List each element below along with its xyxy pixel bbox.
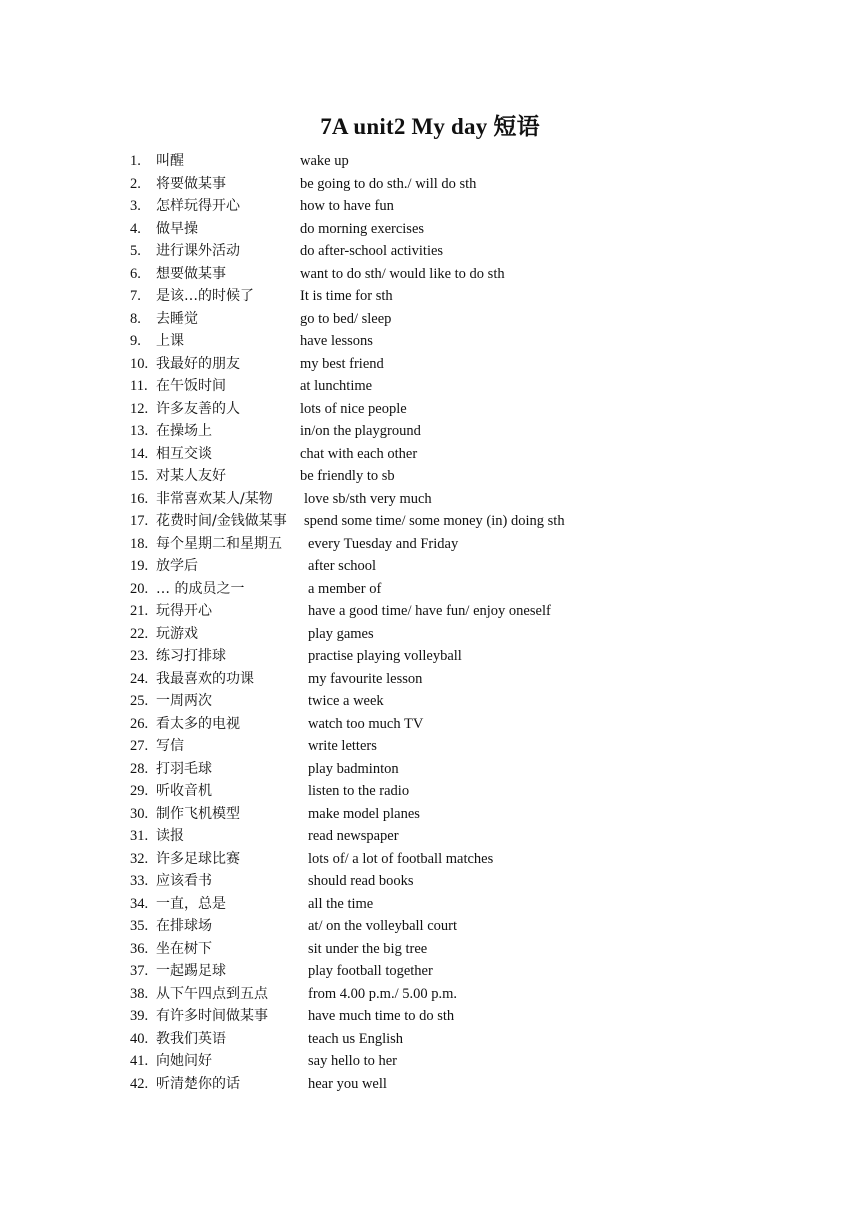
phrase-row	[130, 713, 750, 736]
phrase-number: 21.	[130, 603, 149, 619]
phrase-row	[130, 150, 750, 173]
phrase-chinese: 坐在树下	[156, 940, 212, 957]
phrase-chinese: 非常喜欢某人/某物	[156, 490, 273, 507]
phrase-list	[130, 150, 750, 1095]
phrase-number: 37.	[130, 963, 149, 979]
phrase-number: 32.	[130, 850, 149, 867]
phrase-number: 39.	[130, 1008, 149, 1024]
phrase-number: 16.	[130, 490, 149, 507]
phrase-english: do after-school activities	[300, 243, 444, 259]
phrase-row	[130, 825, 750, 848]
phrase-number: 22.	[130, 625, 149, 642]
phrase-english: be friendly to sb	[300, 468, 395, 484]
phrase-chinese: 许多足球比赛	[156, 850, 240, 867]
phrase-row	[130, 893, 750, 916]
phrase-row	[130, 668, 750, 691]
phrase-chinese: 将要做某事	[156, 175, 226, 192]
phrase-chinese: 我最喜欢的功课	[156, 670, 254, 687]
phrase-chinese: 进行课外活动	[156, 243, 240, 259]
phrase-english: practise playing volleyball	[308, 648, 462, 664]
phrase-english: go to bed/ sleep	[300, 310, 392, 327]
phrase-number: 12.	[130, 400, 149, 417]
phrase-number: 38.	[130, 985, 149, 1002]
phrase-chinese: 一起踢足球	[156, 963, 226, 979]
phrase-chinese: 教我们英语	[156, 1030, 226, 1047]
phrase-number: 18.	[130, 535, 149, 552]
phrase-row	[130, 420, 750, 443]
phrase-chinese: 在排球场	[156, 918, 212, 934]
phrase-chinese: 许多友善的人	[156, 400, 240, 417]
phrase-row	[130, 1028, 750, 1051]
phrase-chinese: 一周两次	[156, 693, 212, 709]
phrase-english: play football together	[308, 963, 433, 979]
phrase-row	[130, 240, 750, 263]
phrase-row	[130, 915, 750, 938]
phrase-row	[130, 645, 750, 668]
phrase-row	[130, 735, 750, 758]
phrase-english: after school	[308, 558, 377, 574]
phrase-row	[130, 218, 750, 241]
phrase-chinese: 是该…的时候了	[156, 288, 254, 304]
phrase-english: say hello to her	[308, 1053, 397, 1069]
phrase-chinese: 练习打排球	[156, 648, 226, 664]
phrase-row	[130, 578, 750, 601]
phrase-row	[130, 375, 750, 398]
phrase-number: 2.	[130, 175, 141, 192]
phrase-english: hear you well	[308, 1075, 387, 1092]
phrase-english: play games	[308, 625, 374, 642]
page-title: 7A unit2 My day 短语	[320, 114, 540, 139]
phrase-number: 13.	[130, 423, 149, 439]
phrase-chinese: 叫醒	[156, 153, 184, 169]
phrase-english: It is time for sth	[300, 288, 393, 304]
phrase-english: listen to the radio	[308, 783, 410, 799]
phrase-number: 28.	[130, 760, 149, 777]
phrase-row	[130, 398, 750, 421]
phrase-chinese: 相互交谈	[156, 445, 212, 462]
phrase-row	[130, 623, 750, 646]
phrase-english: chat with each other	[300, 445, 418, 462]
phrase-number: 14.	[130, 445, 149, 462]
phrase-row	[130, 465, 750, 488]
phrase-number: 31.	[130, 828, 149, 844]
phrase-chinese: 去睡觉	[156, 310, 198, 327]
phrase-english: how to have fun	[300, 198, 394, 214]
phrase-chinese: 玩得开心	[156, 603, 212, 619]
phrase-number: 4.	[130, 220, 141, 237]
phrase-english: wake up	[300, 153, 349, 169]
phrase-chinese: 打羽毛球	[156, 760, 212, 777]
phrase-row	[130, 803, 750, 826]
phrase-row	[130, 983, 750, 1006]
phrase-english: be going to do sth./ will do sth	[300, 175, 477, 192]
phrase-chinese: 写信	[156, 738, 184, 754]
phrase-row	[130, 330, 750, 353]
phrase-english: at lunchtime	[300, 378, 373, 394]
phrase-english: my best friend	[300, 355, 384, 372]
phrase-number: 41.	[130, 1053, 149, 1069]
phrase-row	[130, 960, 750, 983]
phrase-english: lots of nice people	[300, 400, 407, 417]
phrase-english: in/on the playground	[300, 423, 421, 439]
phrase-chinese: 有许多时间做某事	[156, 1008, 268, 1024]
phrase-number: 42.	[130, 1075, 149, 1092]
phrase-number: 23.	[130, 648, 149, 664]
phrase-chinese: 看太多的电视	[156, 715, 240, 732]
phrase-number: 33.	[130, 873, 149, 889]
phrase-chinese: 听收音机	[156, 783, 212, 799]
phrase-english: teach us English	[308, 1030, 404, 1047]
phrase-number: 27.	[130, 738, 149, 754]
phrase-english: twice a week	[308, 693, 384, 709]
phrase-number: 15.	[130, 468, 149, 484]
phrase-number: 17.	[130, 513, 149, 529]
phrase-chinese: … 的成员之一	[156, 580, 245, 597]
phrase-row	[130, 1005, 750, 1028]
phrase-english: a member of	[308, 580, 382, 597]
phrase-row	[130, 488, 750, 511]
phrase-chinese: 怎样玩得开心	[156, 198, 240, 214]
phrase-row	[130, 938, 750, 961]
phrase-row	[130, 555, 750, 578]
phrase-english: love sb/sth very much	[304, 490, 432, 507]
phrase-row	[130, 173, 750, 196]
phrase-chinese: 应该看书	[156, 873, 212, 889]
phrase-row	[130, 195, 750, 218]
phrase-row	[130, 690, 750, 713]
phrase-chinese: 一直，总是	[156, 895, 226, 912]
phrase-chinese: 想要做某事	[156, 265, 226, 282]
phrase-english: lots of/ a lot of football matches	[308, 850, 494, 867]
phrase-chinese: 在午饭时间	[156, 378, 226, 394]
phrase-chinese: 我最好的朋友	[156, 355, 240, 372]
phrase-row	[130, 443, 750, 466]
phrase-english: every Tuesday and Friday	[308, 535, 459, 552]
phrase-english: spend some time/ some money (in) doing sth	[304, 513, 565, 529]
phrase-row	[130, 308, 750, 331]
phrase-number: 20.	[130, 580, 149, 597]
phrase-english: sit under the big tree	[308, 940, 428, 957]
phrase-number: 19.	[130, 558, 149, 574]
phrase-chinese: 从下午四点到五点	[156, 985, 268, 1002]
phrase-number: 5.	[130, 243, 141, 259]
phrase-english: play badminton	[308, 760, 399, 777]
phrase-number: 7.	[130, 288, 141, 304]
phrase-english: do morning exercises	[300, 220, 425, 237]
phrase-chinese: 放学后	[156, 558, 198, 574]
phrase-number: 40.	[130, 1030, 149, 1047]
phrase-number: 36.	[130, 940, 149, 957]
phrase-chinese: 每个星期二和星期五	[156, 535, 282, 552]
phrase-chinese: 读报	[156, 828, 184, 844]
phrase-row	[130, 1050, 750, 1073]
phrase-chinese: 在操场上	[156, 423, 212, 439]
phrase-row	[130, 510, 750, 533]
phrase-number: 1.	[130, 153, 141, 169]
phrase-chinese: 上课	[156, 333, 184, 349]
phrase-row	[130, 353, 750, 376]
phrase-number: 10.	[130, 355, 149, 372]
phrase-chinese: 对某人友好	[156, 468, 226, 484]
phrase-number: 35.	[130, 918, 149, 934]
phrase-chinese: 听清楚你的话	[156, 1075, 240, 1092]
phrase-english: all the time	[308, 895, 374, 912]
phrase-english: watch too much TV	[308, 715, 424, 732]
phrase-number: 29.	[130, 783, 149, 799]
phrase-row	[130, 263, 750, 286]
phrase-row	[130, 870, 750, 893]
phrase-english: make model planes	[308, 805, 420, 822]
phrase-english: have lessons	[300, 333, 373, 349]
phrase-english: at/ on the volleyball court	[308, 918, 457, 934]
phrase-english: from 4.00 p.m./ 5.00 p.m.	[308, 985, 458, 1002]
phrase-row	[130, 285, 750, 308]
phrase-chinese: 制作飞机模型	[156, 805, 240, 822]
phrase-english: read newspaper	[308, 828, 399, 844]
phrase-number: 24.	[130, 670, 149, 687]
phrase-number: 11.	[130, 378, 148, 394]
phrase-english: have a good time/ have fun/ enjoy oneself	[308, 603, 551, 619]
phrase-number: 30.	[130, 805, 149, 822]
phrase-row	[130, 848, 750, 871]
phrase-chinese: 花费时间/金钱做某事	[156, 513, 287, 529]
phrase-number: 8.	[130, 310, 141, 327]
phrase-english: write letters	[308, 738, 377, 754]
phrase-english: want to do sth/ would like to do sth	[300, 265, 505, 282]
phrase-row	[130, 1073, 750, 1096]
phrase-number: 3.	[130, 198, 141, 214]
phrase-row	[130, 780, 750, 803]
phrase-english: my favourite lesson	[308, 670, 423, 687]
phrase-number: 6.	[130, 265, 141, 282]
phrase-number: 9.	[130, 333, 141, 349]
phrase-number: 26.	[130, 715, 149, 732]
phrase-english: should read books	[308, 873, 414, 889]
phrase-row	[130, 533, 750, 556]
phrase-number: 34.	[130, 895, 149, 912]
phrase-number: 25.	[130, 693, 149, 709]
phrase-row	[130, 600, 750, 623]
phrase-chinese: 向她问好	[156, 1053, 212, 1069]
phrase-english: have much time to do sth	[308, 1008, 455, 1024]
phrase-chinese: 玩游戏	[156, 625, 198, 642]
phrase-row	[130, 758, 750, 781]
phrase-chinese: 做早操	[156, 220, 198, 237]
